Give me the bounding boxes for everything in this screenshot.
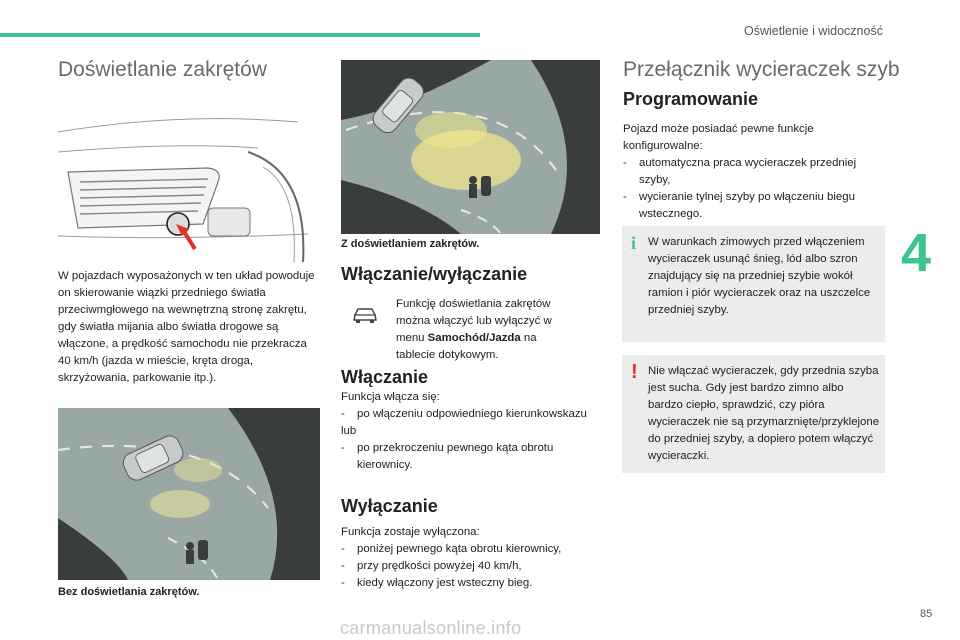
info-icon: i <box>631 233 637 253</box>
off-section <box>341 524 601 592</box>
on-heading: Włączanie <box>341 367 429 387</box>
menu-name: Samochód/Jazda <box>427 332 521 344</box>
prog-item-2: - wycieranie tylnej szyby po włączeniu biegu wstecznego. <box>623 189 885 223</box>
caption-with: Z doświetlaniem zakrętów. <box>341 238 480 250</box>
header-accent-bar <box>0 33 480 37</box>
onoff-heading: Włączanie/wyłączanie <box>341 264 528 284</box>
prog-section <box>623 121 885 223</box>
fog-lamp-illustration <box>58 112 310 262</box>
section-title: Oświetlenie i widoczność <box>744 24 883 38</box>
on-section <box>341 389 601 474</box>
info-box <box>622 226 885 342</box>
on-intro: Funkcja włącza się: <box>341 391 440 403</box>
off-item-1: - poniżej pewnego kąta obrotu kierownicy, <box>341 541 601 558</box>
right-title: Przełącznik wycieraczek szyb <box>623 58 900 81</box>
page-number: 85 <box>920 608 933 620</box>
on-item-1: - po włączeniu odpowiedniego kierunkowskazu <box>341 406 601 423</box>
prog-intro: Pojazd może posiadać pewne funkcje konfigurowalne: <box>623 123 814 152</box>
road-illustration-without <box>58 408 320 580</box>
onoff-text-part2: na tablecie dotykowym. <box>396 332 537 361</box>
off-item-2: - przy prędkości powyżej 40 km/h, <box>341 558 601 575</box>
onoff-text <box>396 296 576 364</box>
off-heading: Wyłączanie <box>341 496 438 516</box>
off-item-3: - kiedy włączony jest wsteczny bieg. <box>341 575 601 592</box>
info-text: W warunkach zimowych przed włączeniem wycieraczek usunąć śnieg, lód albo szron znajdujący się na przedniej szybie wokół ramion i piór wycieraczek oraz na uszczelce przedniej szyby. <box>648 236 871 316</box>
left-paragraph: W pojazdach wyposażonych w ten układ powoduje on skierowanie wiązki przedniego światła przeciwmgłowego na wewnętrzną stronę zakrętu, gdy światła mijania albo światła drogowe są włączone, a prędkość samochodu nie przekracza 40 km/h (jazda w mieście, kręta droga, skrzyżowania, parkowanie itp.). <box>58 270 315 384</box>
prog-item-1: - automatyczna praca wycieraczek przedniej szyby, <box>623 155 885 189</box>
caption-without: Bez doświetlania zakrętów. <box>58 586 200 598</box>
warning-icon: ! <box>631 361 638 383</box>
road-illustration-with <box>341 60 600 234</box>
warning-text: Nie włączać wycieraczek, gdy przednia szyba jest sucha. Gdy jest bardzo zimno albo bardzo ciepło, sprawdzić, czy pióra wycieraczek nie są przymarznięte/przyklejone do przedniej szyby, a dopiero potem włączyć wycieraczki. <box>648 365 880 462</box>
on-item-2: - po przekroczeniu pewnego kąta obrotu kierownicy. <box>341 440 601 474</box>
onoff-text-part1: Funkcję doświetlania zakrętów można włączyć lub wyłączyć w menu <box>396 298 552 344</box>
off-intro: Funkcja zostaje wyłączona: <box>341 526 480 538</box>
prog-heading: Programowanie <box>623 89 759 109</box>
chapter-number: 4 <box>901 223 932 283</box>
car-icon <box>352 306 378 324</box>
warning-box <box>622 355 885 473</box>
left-title: Doświetlanie zakrętów <box>58 58 267 81</box>
watermark: carmanualsonline.info <box>340 618 522 638</box>
or-text: lub <box>341 425 357 437</box>
